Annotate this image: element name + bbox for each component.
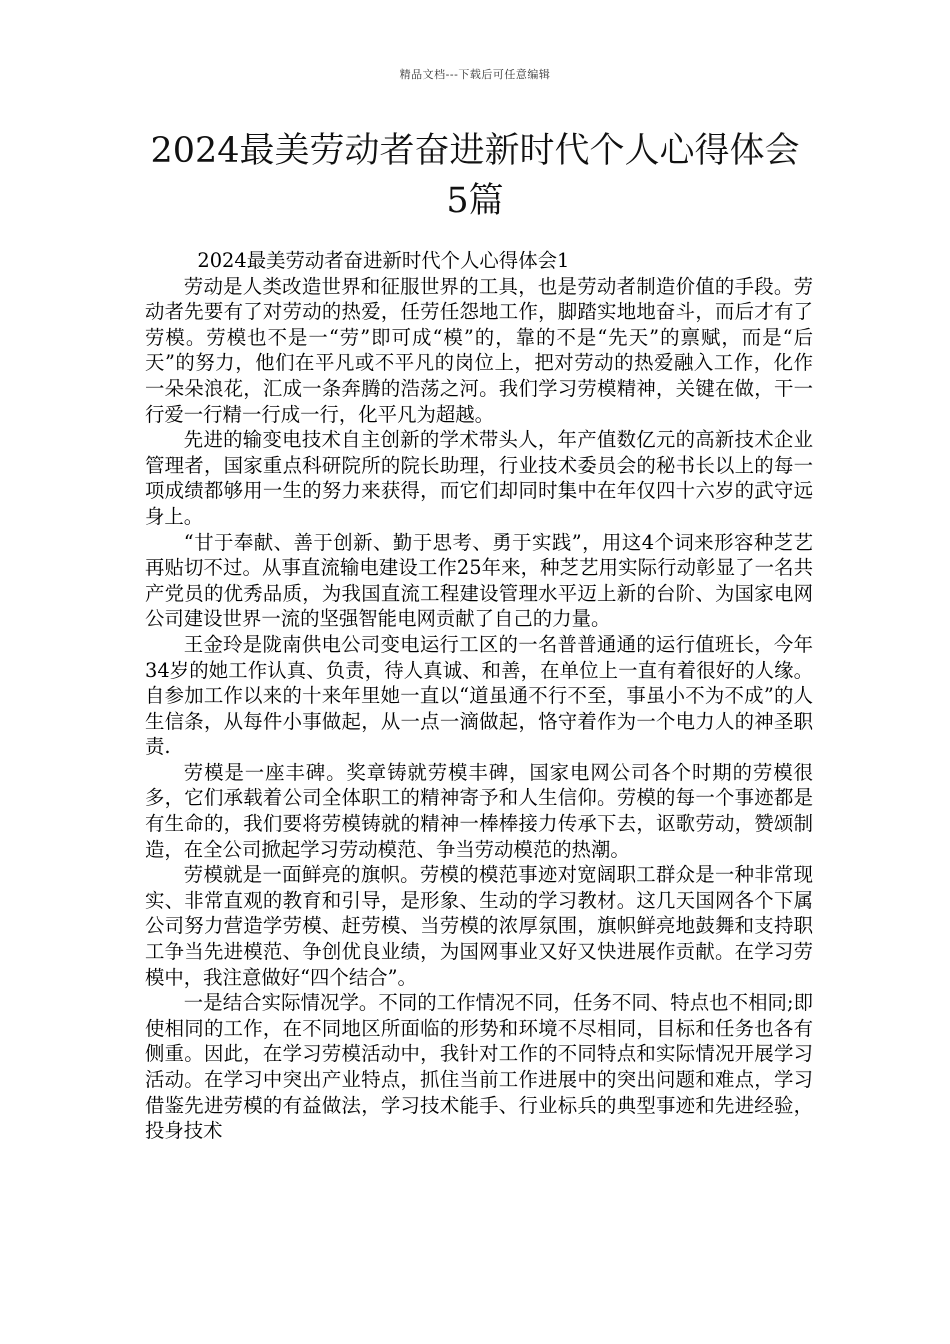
section-heading: 2024最美劳动者奋进新时代个人心得体会1 — [197, 249, 570, 272]
paragraph: 一是结合实际情况学。不同的工作情况不同，任务不同、特点也不相同;即使相同的工作，在不同地区所面临的形势和环境不尽相同，目标和任务也各有侧重。因此，在学习劳模活动中，我针对工作的不同特点和实际情况开展学习活动。在学习中突出产业特点，抓住当前工作进展中的突出问题和难点，学习借鉴先进劳模的有益做法，学习技术能手、行业标兵的典型事迹和先进经验，投身技术 — [145, 991, 813, 1143]
paragraph: 劳模是一座丰碑。奖章铸就劳模丰碑，国家电网公司各个时期的劳模很多，它们承载着公司全体职工的精神寄予和人生信仰。劳模的每一个事迹都是有生命的，我们要将劳模铸就的精神一棒棒接力传承下去，讴歌劳动，赞颂制造，在全公司掀起学习劳动模范、争当劳动模范的热潮。 — [145, 760, 813, 861]
document-title — [60, 126, 890, 226]
paragraph: 先进的输变电技术自主创新的学术带头人，年产值数亿元的高新技术企业管理者，国家重点科研院所的院长助理，行业技术委员会的秘书长以上的每一项成绩都够用一生的努力来获得，而它们却同时集中在年仅四十六岁的武守远身上。 — [145, 428, 813, 528]
page-header: 精品文档---下载后可任意编辑 — [399, 68, 551, 81]
paragraph: 劳模就是一面鲜亮的旗帜。劳模的模范事迹对宽阔职工群众是一种非常现实、非常直观的教育和引导，是形象、生动的学习教材。这几天国网各个下属公司努力营造学劳模、赶劳模、当劳模的浓厚氛围，旗帜鲜亮地鼓舞和支持职工争当先进模范、争创优良业绩，为国网事业又好又快进展作贡献。在学习劳模中，我注意做好“四个结合”。 — [145, 863, 813, 989]
title-line-1: 2024最美劳动者奋进新时代个人心得体会 — [150, 131, 800, 171]
document-body — [145, 248, 813, 1144]
paragraph: 王金玲是陇南供电公司变电运行工区的一名普普通通的运行值班长，今年34岁的她工作认真、负责，待人真诚、和善，在单位上一直有着很好的人缘。自参加工作以来的十来年里她一直以“道虽通不行不至，事虽小不为不成”的人生信条，从每件小事做起，从一点一滴做起，恪守着作为一个电力人的神圣职责. — [145, 632, 813, 759]
paragraph: 劳动是人类改造世界和征服世界的工具，也是劳动者制造价值的手段。劳动者先要有了对劳动的热爱，任劳任怨地工作，脚踏实地地奋斗，而后才有了劳模。劳模也不是一“劳”即可成“模”的，靠的不是“先天”的禀赋，而是“后天”的努力，他们在平凡或不平凡的岗位上，把对劳动的热爱融入工作，化作一朵朵浪花，汇成一条奔腾的浩荡之河。我们学习劳模精神，关键在做，干一行爱一行精一行成一行，化平凡为超越。 — [145, 274, 813, 426]
paragraph: “甘于奉献、善于创新、勤于思考、勇于实践”，用这4个词来形容种芝艺再贴切不过。从事直流输电建设工作25年来，种芝艺用实际行动彰显了一名共产党员的优秀品质，为我国直流工程建设管理水平迈上新的台阶、为国家电网公司建设世界一流的坚强智能电网贡献了自己的力量。 — [145, 530, 813, 631]
title-line-2: 5篇 — [446, 181, 504, 221]
